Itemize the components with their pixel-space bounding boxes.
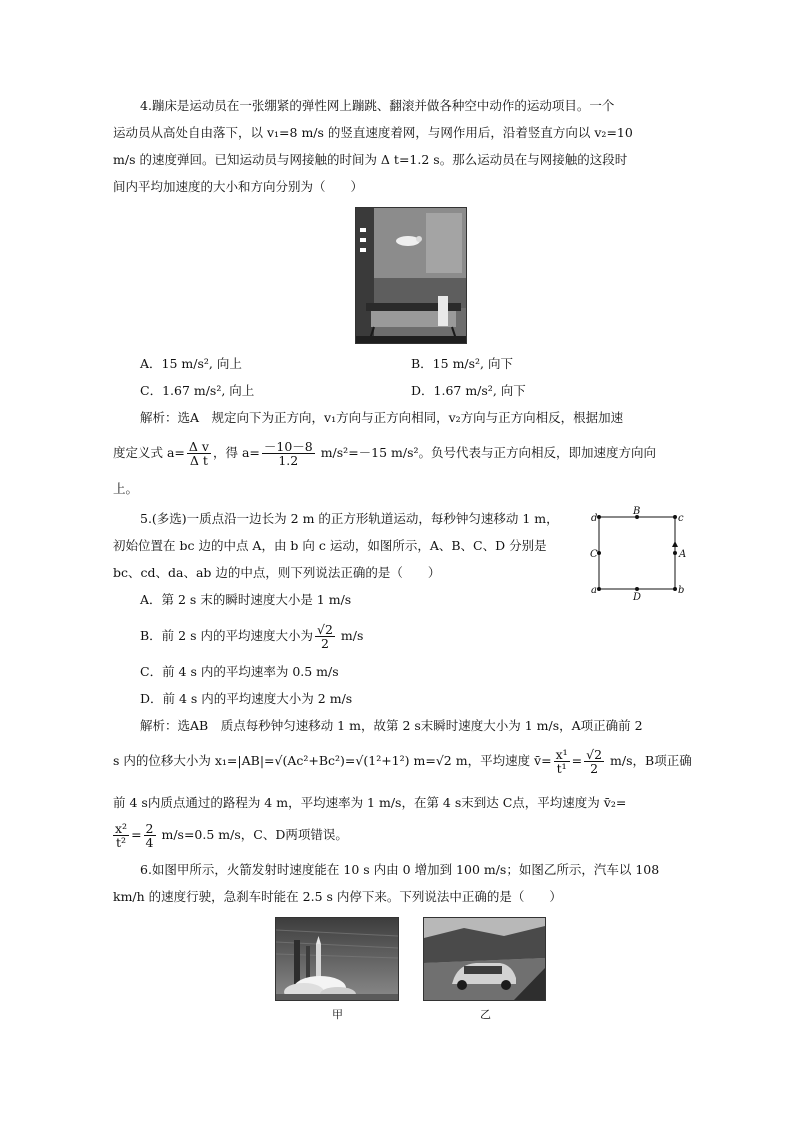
q6-line-2: km/h 的速度行驶，急刹车时能在 2.5 s 内停下来。下列说法中正确的是（ ） <box>113 889 562 904</box>
fraction-denominator: 2 <box>590 761 599 776</box>
label-c: c <box>678 513 684 524</box>
q5-option-b <box>140 619 363 653</box>
q5-option-b-unit: m/s <box>336 628 364 643</box>
q5-option-a: A．第 2 s 末的瞬时速度大小是 1 m/s <box>140 592 352 607</box>
q5-analysis-text-b: m/s，B项正确 <box>606 753 692 768</box>
q5-analysis-line-4 <box>113 818 348 852</box>
fraction-denominator: t² <box>116 835 127 850</box>
q5-analysis-equals: = <box>571 753 583 768</box>
q5-option-b-text: B．前 2 s 内的平均速度大小为 <box>140 628 313 643</box>
fraction-denominator: t¹ <box>556 761 567 776</box>
q5-analysis-line-2 <box>113 744 692 778</box>
q5-line-1: 5.(多选)一质点沿一边长为 2 m 的正方形轨道运动，每秒钟匀速移动 1 m， <box>140 511 559 526</box>
label-A: A <box>679 549 687 560</box>
q4-analysis-line-2 <box>113 436 656 470</box>
q4-fraction-dv-dt <box>187 440 211 467</box>
q4-analysis-text-c: m/s²=－15 m/s²。负号代表与正方向相反，即加速度方向向 <box>316 445 657 460</box>
caption-yi: 乙 <box>480 1008 491 1021</box>
fraction-numerator: √2 <box>586 747 603 762</box>
q4-option-c: C．1.67 m/s², 向上 <box>140 383 255 398</box>
fraction-denominator: 4 <box>145 835 154 850</box>
label-B: B <box>633 506 641 517</box>
q4-analysis-line-1: 解析：选A 规定向下为正方向，v₁方向与正方向相同，v₂方向与正方向相反，根据加速 <box>140 410 624 425</box>
fraction-numerator: Δ v <box>188 439 209 454</box>
q5-analysis-equals-2: = <box>131 827 142 842</box>
q4-line-1: 4.蹦床是运动员在一张绷紧的弹性网上蹦跳、翻滚并做各种空中动作的运动项目。一个 <box>140 98 615 113</box>
q5-analysis-line-3: 前 4 s内质点通过的路程为 4 m，平均速率为 1 m/s，在第 4 s末到达 C点，平均速度为 v̄₂= <box>113 795 627 810</box>
car-photo <box>423 917 546 1001</box>
q4-line-4: 间内平均加速度的大小和方向分别为（ ） <box>113 179 364 194</box>
q5-option-b-fraction <box>315 623 335 650</box>
fraction-denominator: Δ t <box>189 453 208 468</box>
square-track-diagram <box>590 505 690 600</box>
fraction-denominator: 1.2 <box>278 453 299 468</box>
q4-line-2: 运动员从高处自由落下，以 v₁=8 m/s 的竖直速度着网，与网作用后，沿着竖直方向以 v₂=10 <box>113 125 633 140</box>
label-C: C <box>590 549 598 560</box>
fraction-numerator: －10－8 <box>263 439 313 454</box>
q5-fraction-x2-t2 <box>113 822 129 849</box>
q5-option-d: D．前 4 s 内的平均速度大小为 2 m/s <box>140 691 353 706</box>
label-a: a <box>591 585 597 596</box>
q5-line-3: bc、cd、da、ab 边的中点，则下列说法正确的是（ ） <box>113 565 441 580</box>
fraction-denominator: 2 <box>320 636 329 651</box>
q4-fraction-value <box>262 440 315 467</box>
label-D: D <box>633 592 642 600</box>
q4-line-3: m/s 的速度弹回。已知运动员与网接触的时间为 Δ t=1.2 s。那么运动员在与网接触的这段时 <box>113 152 628 167</box>
fraction-numerator: 2 <box>145 821 154 836</box>
car-image <box>424 918 545 1000</box>
fraction-numerator: x¹ <box>555 747 568 762</box>
trampoline-image <box>356 208 466 343</box>
caption-jia: 甲 <box>332 1008 343 1021</box>
label-b: b <box>678 585 685 596</box>
q4-option-a: A．15 m/s², 向上 <box>140 356 242 371</box>
rocket-image <box>276 918 398 1000</box>
fraction-numerator: √2 <box>316 622 333 637</box>
q5-line-2: 初始位置在 bc 边的中点 A，由 b 向 c 运动，如图所示，A、B、C、D 分别是 <box>113 538 547 553</box>
trampoline-photo <box>355 207 467 344</box>
q4-analysis-line-3: 上。 <box>113 481 139 496</box>
q4-analysis-text-b: ，得 a= <box>212 445 260 460</box>
fraction-numerator: x² <box>115 821 128 836</box>
q5-analysis-line-1: 解析：选AB 质点每秒钟匀速移动 1 m，故第 2 s末瞬时速度大小为 1 m/s，A项正确前 2 <box>140 718 643 733</box>
q4-option-d: D．1.67 m/s², 向下 <box>411 383 526 398</box>
q5-analysis-text-a: s 内的位移大小为 x₁=|AB|=√(Ac²+Bc²)=√(1²+1²) m=√2 m，平均速度 v̄= <box>113 753 552 768</box>
rocket-photo <box>275 917 399 1001</box>
q5-analysis-text-c: m/s=0.5 m/s，C、D两项错误。 <box>157 827 348 842</box>
q4-option-b: B．15 m/s², 向下 <box>411 356 514 371</box>
q4-analysis-text-a: 度定义式 a= <box>113 445 185 460</box>
q5-fraction-2-4 <box>144 822 156 849</box>
label-d: d <box>591 513 598 524</box>
q5-fraction-root2-2 <box>584 748 604 775</box>
q6-line-1: 6.如图甲所示，火箭发射时速度能在 10 s 内由 0 增加到 100 m/s；如图乙所示，汽车以 108 <box>140 862 660 877</box>
q5-fraction-x1-t1 <box>554 748 570 775</box>
q5-option-c: C．前 4 s 内的平均速率为 0.5 m/s <box>140 664 339 679</box>
